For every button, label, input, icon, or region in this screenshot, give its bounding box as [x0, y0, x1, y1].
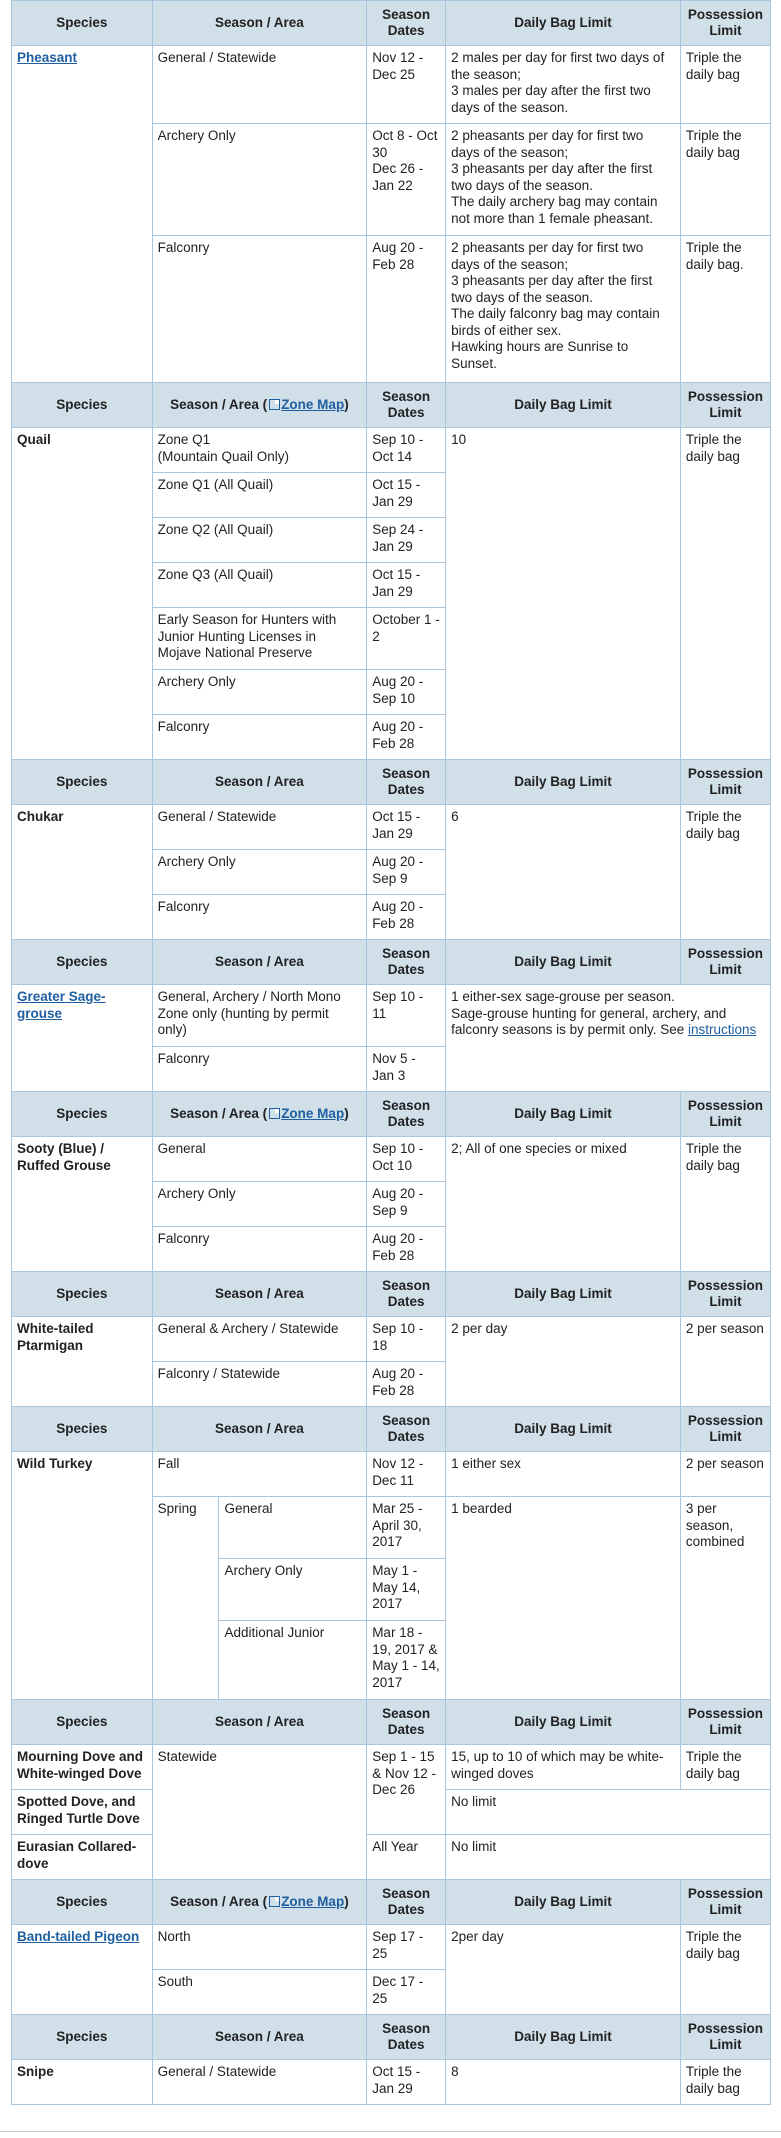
- header-season-area: Season / Area: [152, 2015, 367, 2060]
- header-season-area: [152, 1880, 367, 1925]
- area-cell: Archery Only: [152, 1182, 367, 1227]
- header-species: Species: [12, 940, 153, 985]
- bag-line: 2 pheasants per day for first two days of the season;: [451, 240, 644, 272]
- header-season-area-text: Season / Area (: [170, 1105, 268, 1121]
- header-season-area: Season / Area: [152, 1272, 367, 1317]
- header-possession: Possession Limit: [680, 760, 770, 805]
- species-cell: Chukar: [12, 805, 153, 940]
- bag-cell: 15, up to 10 of which may be white-winged doves: [446, 1745, 681, 1790]
- bag-line: 3 pheasants per day after the first two days of the season.: [451, 161, 653, 193]
- area-cell: General: [219, 1497, 367, 1559]
- bag-cell: No limit: [446, 1790, 771, 1835]
- header-season-dates: Season Dates: [367, 1880, 446, 1925]
- area-cell: Early Season for Hunters with Junior Hunting Licenses in Mojave National Preserve: [152, 608, 367, 670]
- pigeon-zone-map-link[interactable]: Zone Map: [281, 1893, 345, 1909]
- dates-line: Dec 26 - Jan 22: [372, 161, 424, 193]
- bag-line: The daily falconry bag may contain birds of either sex.: [451, 306, 660, 338]
- header-paren: ): [344, 1893, 349, 1909]
- possession-cell: Triple the daily bag: [680, 428, 770, 760]
- header-species: Species: [12, 1092, 153, 1137]
- bag-line: 1 either-sex sage-grouse per season.: [451, 989, 675, 1004]
- header-species: Species: [12, 1407, 153, 1452]
- dates-cell: May 1 - May 14, 2017: [367, 1559, 446, 1621]
- header-daily-bag: Daily Bag Limit: [446, 940, 681, 985]
- header-season-dates: Season Dates: [367, 1, 446, 46]
- area-cell: Falconry / Statewide: [152, 1362, 367, 1407]
- header-season-area-text: Season / Area (: [170, 396, 268, 412]
- dates-cell: Nov 5 - Jan 3: [367, 1047, 446, 1092]
- dates-cell: Aug 20 - Feb 28: [367, 715, 446, 760]
- bag-cell: 1 either sex: [446, 1452, 681, 1497]
- dates-cell: Dec 17 - 25: [367, 1970, 446, 2015]
- dates-cell: Oct 15 - Jan 29: [367, 2060, 446, 2105]
- area-cell: Archery Only: [219, 1559, 367, 1621]
- area-cell: General / Statewide: [152, 46, 367, 124]
- header-species: Species: [12, 1, 153, 46]
- header-season-area: Season / Area: [152, 1, 367, 46]
- area-cell: Statewide: [152, 1745, 367, 1880]
- table-row: [12, 1317, 771, 1362]
- header-possession: Possession Limit: [680, 1092, 770, 1137]
- header-season-dates: Season Dates: [367, 1700, 446, 1745]
- header-daily-bag: Daily Bag Limit: [446, 1092, 681, 1137]
- header-row: [12, 1407, 771, 1452]
- header-daily-bag: Daily Bag Limit: [446, 1700, 681, 1745]
- dates-cell: Sep 10 - Oct 14: [367, 428, 446, 473]
- header-season-dates: Season Dates: [367, 1272, 446, 1317]
- header-row: [12, 760, 771, 805]
- area-cell: General & Archery / Statewide: [152, 1317, 367, 1362]
- bag-cell: 2 per day: [446, 1317, 681, 1407]
- header-row: [12, 383, 771, 428]
- header-species: Species: [12, 1880, 153, 1925]
- area-cell: General, Archery / North Mono Zone only (hunting by permit only): [152, 985, 367, 1047]
- header-daily-bag: Daily Bag Limit: [446, 1880, 681, 1925]
- header-daily-bag: Daily Bag Limit: [446, 2015, 681, 2060]
- header-possession: Possession Limit: [680, 1, 770, 46]
- header-possession: Possession Limit: [680, 940, 770, 985]
- header-season-area-text: Season / Area (: [170, 1893, 268, 1909]
- bag-cell: 2; All of one species or mixed: [446, 1137, 681, 1272]
- dates-cell: October 1 - 2: [367, 608, 446, 670]
- bag-line: The daily archery bag may contain not more than 1 female pheasant.: [451, 194, 658, 226]
- dates-cell: [367, 124, 446, 236]
- area-cell: Archery Only: [152, 124, 367, 236]
- table-row: [12, 1925, 771, 1970]
- external-link-icon: [269, 1108, 280, 1119]
- header-season-dates: Season Dates: [367, 1092, 446, 1137]
- possession-cell: Triple the daily bag: [680, 1925, 770, 2015]
- bag-line: 3 males per day after the first two days of the season.: [451, 83, 651, 115]
- species-cell: [12, 46, 153, 383]
- header-season-area: Season / Area: [152, 760, 367, 805]
- possession-cell: Triple the daily bag: [680, 46, 770, 124]
- area-cell: North: [152, 1925, 367, 1970]
- external-link-icon: [269, 399, 280, 410]
- area-cell: Falconry: [152, 715, 367, 760]
- area-cell: Zone Q2 (All Quail): [152, 518, 367, 563]
- dates-cell: Sep 10 - 18: [367, 1317, 446, 1362]
- area-line: (Mountain Quail Only): [157, 448, 289, 464]
- header-season-dates: Season Dates: [367, 940, 446, 985]
- header-daily-bag: Daily Bag Limit: [446, 1407, 681, 1452]
- area-cell: Zone Q3 (All Quail): [152, 563, 367, 608]
- external-link-icon: [269, 1896, 280, 1907]
- area-cell: General / Statewide: [152, 805, 367, 850]
- area-cell: Falconry: [152, 236, 367, 383]
- table-row: [12, 46, 771, 124]
- header-row: [12, 940, 771, 985]
- bag-cell: 8: [446, 2060, 681, 2105]
- header-row: [12, 1272, 771, 1317]
- bag-cell: 10: [446, 428, 681, 760]
- area-cell: Archery Only: [152, 670, 367, 715]
- header-daily-bag: Daily Bag Limit: [446, 760, 681, 805]
- species-cell: White-tailed Ptarmigan: [12, 1317, 153, 1407]
- header-possession: Possession Limit: [680, 1700, 770, 1745]
- header-season-dates: Season Dates: [367, 383, 446, 428]
- dates-cell: Nov 12 - Dec 11: [367, 1452, 446, 1497]
- header-row: [12, 1880, 771, 1925]
- bag-cell: [446, 985, 771, 1092]
- dates-cell: Mar 25 - April 30, 2017: [367, 1497, 446, 1559]
- dates-cell: Aug 20 - Sep 10: [367, 670, 446, 715]
- dates-cell: Sep 10 - 11: [367, 985, 446, 1047]
- dates-cell: Sep 24 - Jan 29: [367, 518, 446, 563]
- table-row: [12, 1452, 771, 1497]
- area-cell: Falconry: [152, 1047, 367, 1092]
- dates-cell: Nov 12 - Dec 25: [367, 46, 446, 124]
- possession-cell: Triple the daily bag: [680, 1745, 770, 1790]
- dates-cell: Aug 20 - Sep 9: [367, 850, 446, 895]
- sage-grouse-link[interactable]: Greater Sage-grouse: [17, 989, 106, 1021]
- header-season-dates: Season Dates: [367, 1407, 446, 1452]
- dates-cell: Aug 20 - Feb 28: [367, 236, 446, 383]
- header-daily-bag: Daily Bag Limit: [446, 1, 681, 46]
- table-row: [12, 805, 771, 850]
- possession-cell: Triple the daily bag.: [680, 236, 770, 383]
- header-season-dates: Season Dates: [367, 760, 446, 805]
- header-possession: Possession Limit: [680, 1272, 770, 1317]
- bag-cell: 1 bearded: [446, 1497, 681, 1700]
- quail-zone-map-link[interactable]: Zone Map: [281, 396, 345, 412]
- header-species: Species: [12, 383, 153, 428]
- species-cell: Mourning Dove and White-winged Dove: [12, 1745, 153, 1790]
- header-paren: ): [344, 1105, 349, 1121]
- header-paren: ): [344, 396, 349, 412]
- header-row: [12, 1700, 771, 1745]
- species-cell: Eurasian Collared-dove: [12, 1835, 153, 1880]
- header-season-area: Season / Area: [152, 1700, 367, 1745]
- species-cell: Wild Turkey: [12, 1452, 153, 1700]
- dates-cell: Sep 10 - Oct 10: [367, 1137, 446, 1182]
- header-season-area: [152, 1092, 367, 1137]
- species-cell: Sooty (Blue) / Ruffed Grouse: [12, 1137, 153, 1272]
- possession-cell: Triple the daily bag: [680, 2060, 770, 2105]
- bag-cell: [446, 124, 681, 236]
- table-row: [12, 1137, 771, 1182]
- header-species: Species: [12, 2015, 153, 2060]
- instructions-link[interactable]: instructions: [687, 1022, 757, 1037]
- species-cell: [12, 985, 153, 1092]
- bag-cell: [446, 236, 681, 383]
- area-cell: Falconry: [152, 1227, 367, 1272]
- header-possession: Possession Limit: [680, 1407, 770, 1452]
- pheasant-link[interactable]: Pheasant: [17, 50, 78, 65]
- spring-cell: Spring: [152, 1497, 219, 1700]
- dates-cell: Oct 15 - Jan 29: [367, 805, 446, 850]
- area-line: Zone Q1: [157, 432, 211, 447]
- possession-cell: 2 per season: [680, 1317, 770, 1407]
- bag-cell: 2per day: [446, 1925, 681, 2015]
- header-species: Species: [12, 760, 153, 805]
- table-row: [12, 1835, 771, 1880]
- area-cell: General / Statewide: [152, 2060, 367, 2105]
- table-row: [12, 1745, 771, 1790]
- area-cell: [152, 428, 367, 473]
- table-row: [12, 985, 771, 1047]
- species-cell: [12, 1925, 153, 2015]
- species-cell: Quail: [12, 428, 153, 760]
- bag-cell: 6: [446, 805, 681, 940]
- bag-cell: No limit: [446, 1835, 771, 1880]
- header-daily-bag: Daily Bag Limit: [446, 1272, 681, 1317]
- dates-cell: Aug 20 - Feb 28: [367, 1362, 446, 1407]
- header-season-area: Season / Area: [152, 940, 367, 985]
- species-cell: Snipe: [12, 2060, 153, 2105]
- dates-cell: Sep 17 - 25: [367, 1925, 446, 1970]
- dates-cell: Aug 20 - Sep 9: [367, 1182, 446, 1227]
- header-daily-bag: Daily Bag Limit: [446, 383, 681, 428]
- dates-cell: Aug 20 - Feb 28: [367, 895, 446, 940]
- upland-game-bird-regulations-table: [11, 0, 771, 2105]
- header-row: [12, 1, 771, 46]
- dates-cell: Aug 20 - Feb 28: [367, 1227, 446, 1272]
- dates-cell: Sep 1 - 15 & Nov 12 - Dec 26: [367, 1745, 446, 1835]
- bag-line: 3 pheasants per day after the first two days of the season.: [451, 273, 653, 305]
- dates-line: Oct 8 - Oct 30: [372, 128, 438, 160]
- header-season-dates: Season Dates: [367, 2015, 446, 2060]
- area-cell: Archery Only: [152, 850, 367, 895]
- area-cell: Fall: [152, 1452, 367, 1497]
- species-cell: Spotted Dove, and Ringed Turtle Dove: [12, 1790, 153, 1835]
- grouse-zone-map-link[interactable]: Zone Map: [281, 1105, 345, 1121]
- bag-line: 2 males per day for first two days of the season;: [451, 50, 665, 82]
- header-possession: Possession Limit: [680, 383, 770, 428]
- header-row: [12, 1092, 771, 1137]
- area-cell: Zone Q1 (All Quail): [152, 473, 367, 518]
- bag-line: 2 pheasants per day for first two days of the season;: [451, 128, 644, 160]
- header-possession: Possession Limit: [680, 1880, 770, 1925]
- bag-line: Hawking hours are Sunrise to Sunset.: [451, 339, 629, 371]
- header-species: Species: [12, 1272, 153, 1317]
- possession-cell: 3 per season, combined: [680, 1497, 770, 1700]
- footer-divider: [0, 2131, 781, 2132]
- header-season-area: Season / Area: [152, 1407, 367, 1452]
- area-cell: South: [152, 1970, 367, 2015]
- header-season-area: [152, 383, 367, 428]
- dates-cell: Mar 18 - 19, 2017 & May 1 - 14, 2017: [367, 1621, 446, 1700]
- area-cell: Additional Junior: [219, 1621, 367, 1700]
- dates-cell: Oct 15 - Jan 29: [367, 563, 446, 608]
- possession-cell: Triple the daily bag: [680, 124, 770, 236]
- header-possession: Possession Limit: [680, 2015, 770, 2060]
- header-species: Species: [12, 1700, 153, 1745]
- dates-cell: Oct 15 - Jan 29: [367, 473, 446, 518]
- table-row: [12, 2060, 771, 2105]
- possession-cell: Triple the daily bag: [680, 1137, 770, 1272]
- area-cell: Falconry: [152, 895, 367, 940]
- bag-cell: [446, 46, 681, 124]
- area-cell: General: [152, 1137, 367, 1182]
- band-tailed-pigeon-link[interactable]: Band-tailed Pigeon: [17, 1929, 140, 1944]
- table-row: [12, 428, 771, 473]
- dates-cell: All Year: [367, 1835, 446, 1880]
- possession-cell: Triple the daily bag: [680, 805, 770, 940]
- bag-line: Sage-grouse hunting for general, archery, and falconry seasons is by permit only. See: [451, 1005, 727, 1037]
- header-row: [12, 2015, 771, 2060]
- possession-cell: 2 per season: [680, 1452, 770, 1497]
